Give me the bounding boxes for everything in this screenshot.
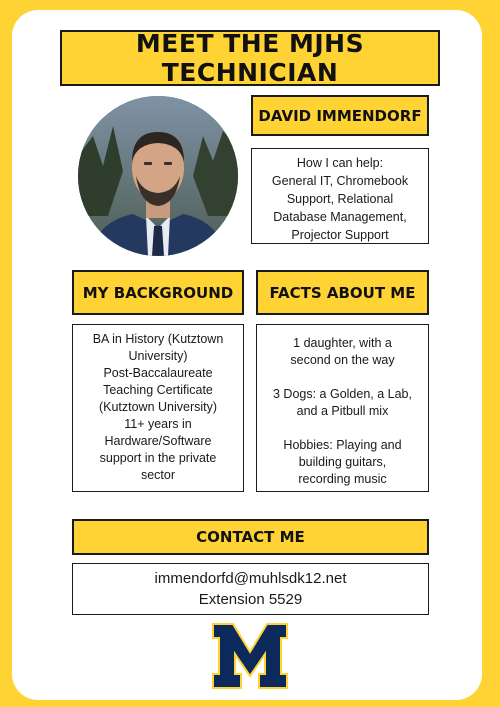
background-line: 11+ years in [124,417,192,431]
fact-line: Hobbies: Playing and [283,438,402,452]
background-line: Post-Baccalaureate [103,366,213,380]
background-line: sector [140,468,176,482]
contact-email[interactable]: immendorfd@muhlsdk12.net [154,570,347,587]
help-heading: How I can help: [296,156,384,170]
fact-line: recording music [298,472,387,486]
fact-line: 1 daughter, with a [293,336,392,350]
portrait-image [78,96,238,256]
help-box [251,148,429,244]
page-title: MEET THE MJHS TECHNICIAN [60,30,440,86]
background-line: Teaching Certificate [103,383,213,397]
help-line: Projector Support [291,228,389,242]
facts-box [256,324,429,492]
background-heading: MY BACKGROUND [72,270,244,315]
block-m-logo [211,622,289,690]
contact-extension: Extension 5529 [198,591,303,608]
fact-line: second on the way [290,353,395,367]
help-line: Database Management, [273,210,407,224]
fact-line: 3 Dogs: a Golden, a Lab, [273,387,412,401]
fact-item [290,335,394,369]
facts-heading: FACTS ABOUT ME [256,270,429,315]
technician-photo [78,96,238,256]
fact-item [273,386,412,420]
contact-heading: CONTACT ME [72,519,429,555]
fact-item [283,437,401,488]
background-line: University) [128,349,188,363]
help-line: General IT, Chromebook [271,174,409,188]
contact-box [72,563,429,615]
background-line: (Kutztown University) [98,400,218,414]
background-line: support in the private [99,451,217,465]
fact-line: and a Pitbull mix [296,404,389,418]
fact-line: building guitars, [298,455,387,469]
background-box [72,324,244,492]
help-line: Support, Relational [286,192,394,206]
background-line: Hardware/Software [104,434,212,448]
technician-name: DAVID IMMENDORF [251,95,429,136]
background-line: BA in History (Kutztown [92,332,224,346]
